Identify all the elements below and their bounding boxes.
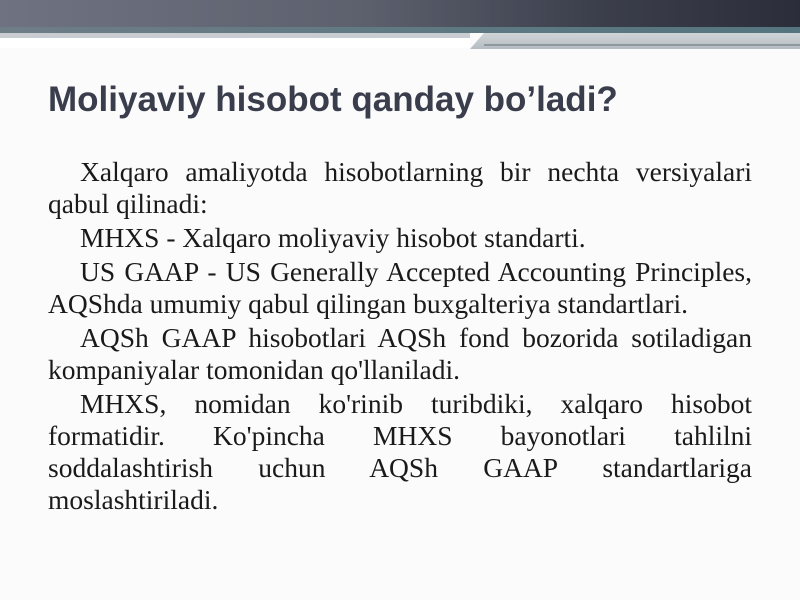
slide-title: Moliyaviy hisobot qanday bo’ladi? bbox=[48, 80, 618, 119]
header-decoration bbox=[0, 0, 800, 48]
slide-body bbox=[48, 156, 752, 518]
header-dark-band bbox=[0, 0, 800, 27]
paragraph-mhxs-format: MHXS, nomidan ko'rinib turibdiki, xalqaro hisobot formatidir. Ko'pincha MHXS bayonotlari tahlilni soddalashtirish uchun AQSh GAAP standartlariga moslashtiriladi. bbox=[48, 388, 752, 515]
paragraph-us-gaap-usage: AQSh GAAP hisobotlari AQSh fond bozorida sotiladigan kompaniyalar tomonidan qo'llaniladi. bbox=[48, 322, 752, 385]
paragraph-us-gaap-definition: US GAAP - US Generally Accepted Accounting Principles, AQShda umumiy qabul qilingan buxgalteriya standartlari. bbox=[48, 256, 752, 319]
header-accent-tab bbox=[470, 33, 800, 49]
paragraph-intro: Xalqaro amaliyotda hisobotlarning bir nechta versiyalari qabul qilinadi: bbox=[48, 156, 752, 219]
paragraph-mhxs-definition: MHXS - Xalqaro moliyaviy hisobot standarti. bbox=[80, 222, 586, 253]
header-grey-stripe bbox=[0, 33, 470, 38]
